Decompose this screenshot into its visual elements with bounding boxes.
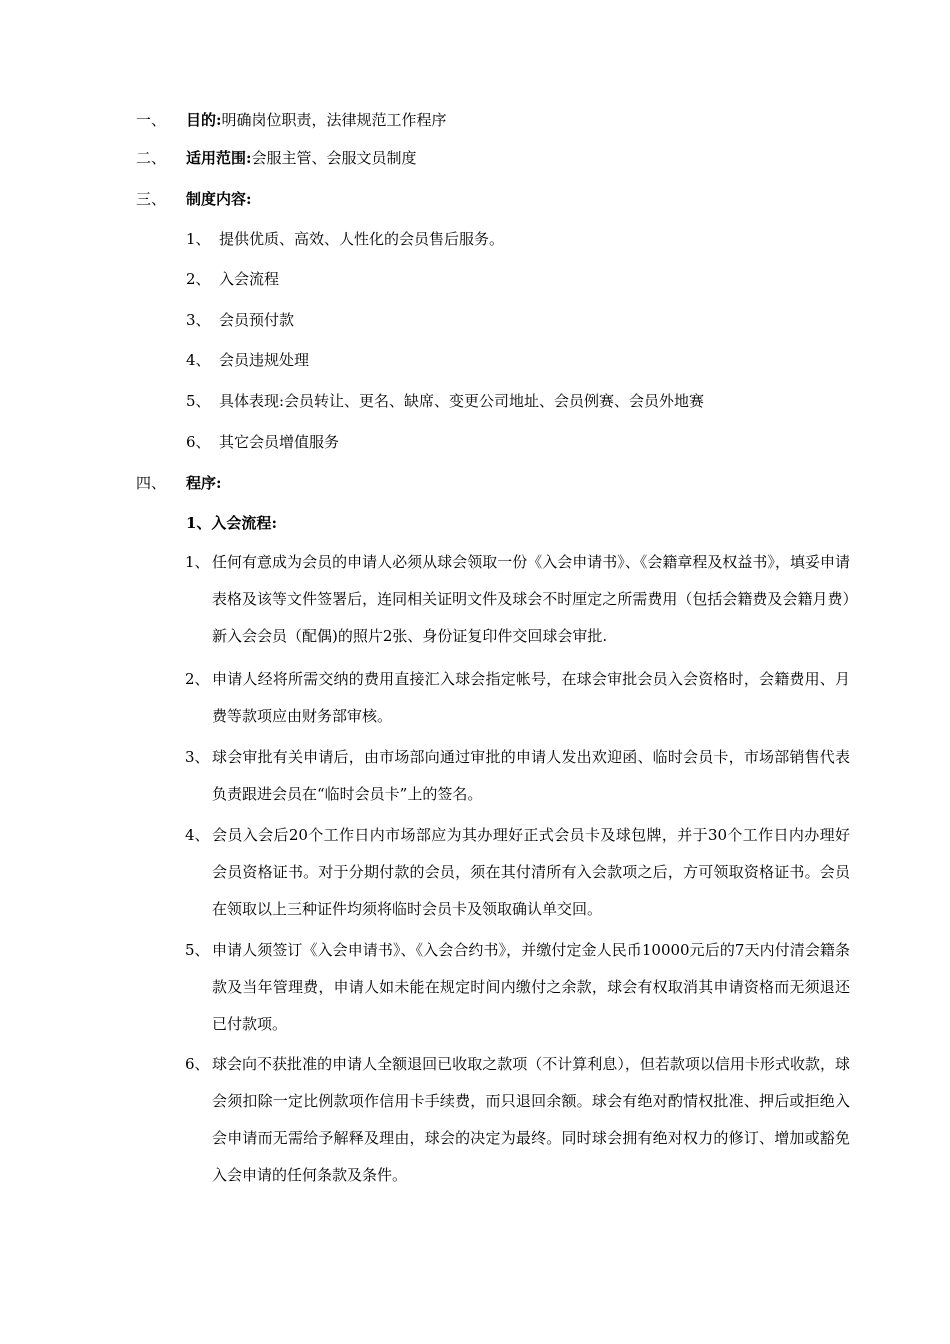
paragraph-number: 6、 — [185, 1055, 210, 1073]
section-label: 制度内容: — [186, 190, 252, 208]
section-text: 明确岗位职责，法律规范工作程序 — [221, 111, 447, 129]
list-item-number: 2、 — [186, 270, 211, 288]
section-line — [186, 148, 417, 168]
paragraph: 申请人经将所需交纳的费用直接汇入球会指定帐号，在球会审批会员入会资格时，会籍费用、月费等款项应由财务部审核。 — [212, 670, 850, 725]
list-item: 其它会员增值服务 — [219, 433, 340, 451]
list-item-number: 6、 — [186, 433, 211, 451]
section-marker: 二、 — [136, 149, 167, 167]
list-item-number: 3、 — [186, 311, 211, 329]
section-label: 程序: — [186, 474, 222, 492]
list-item: 具体表现:会员转让、更名、缺席、变更公司地址、会员例赛、会员外地赛 — [219, 392, 705, 410]
list-item: 会员预付款 — [219, 311, 295, 329]
section-marker: 一、 — [136, 111, 167, 129]
list-item-number: 1、 — [186, 230, 211, 248]
paragraph-number: 4、 — [185, 826, 210, 844]
paragraph: 任何有意成为会员的申请人必须从球会领取一份《入会申请书》、《会籍章程及权益书》，填妥申请表格及该等文件签署后，连同相关证明文件及球会不时厘定之所需费用（包括会籍费及会籍月费）新入会会员（配偶)的照片2张、身份证复印件交回球会审批. — [212, 553, 850, 645]
paragraph: 会员入会后20个工作日内市场部应为其办理好正式会员卡及球包牌，并于30个工作日内办理好会员资格证书。对于分期付款的会员，须在其付清所有入会款项之后，方可领取资格证书。会员在领取以上三种证件均须将临时会员卡及领取确认单交回。 — [212, 826, 850, 918]
section-marker: 三、 — [136, 190, 167, 208]
list-item: 入会流程 — [219, 270, 280, 288]
list-item: 会员违规处理 — [219, 351, 310, 369]
section-line — [186, 110, 447, 130]
paragraph-number: 5、 — [185, 941, 210, 959]
list-item: 提供优质、高效、人性化的会员售后服务。 — [219, 230, 505, 248]
paragraph-number: 2、 — [185, 670, 210, 688]
paragraph: 球会审批有关申请后，由市场部向通过审批的申请人发出欢迎函、临时会员卡，市场部销售代表负责跟进会员在“临时会员卡”上的签名。 — [212, 748, 850, 803]
section-line — [186, 473, 222, 493]
paragraph-number: 3、 — [185, 748, 210, 766]
list-item-number: 5、 — [186, 392, 211, 410]
procedure-heading: 1、入会流程: — [186, 514, 277, 532]
paragraph: 球会向不获批准的申请人全额退回已收取之款项（不计算利息），但若款项以信用卡形式收款，球会须扣除一定比例款项作信用卡手续费，而只退回余额。球会有绝对酌情权批准、押后或拒绝入会申请而无需给予解释及理由，球会的决定为最终。同时球会拥有绝对权力的修订、增加或豁免入会申请的任何条款及条件。 — [212, 1055, 850, 1184]
paragraph: 申请人须签订《入会申请书》、《入会合约书》，并缴付定金人民币10000元后的7天内付清会籍条款及当年管理费，申请人如未能在规定时间内缴付之余款，球会有权取消其申请资格而无须退还已付款项。 — [212, 941, 850, 1033]
section-line — [186, 189, 252, 209]
paragraph-number: 1、 — [185, 553, 210, 571]
section-text: 会服主管、会服文员制度 — [251, 149, 417, 167]
section-label: 目的: — [186, 111, 222, 129]
list-item-number: 4、 — [186, 351, 211, 369]
section-marker: 四、 — [136, 474, 167, 492]
section-label: 适用范围: — [186, 149, 252, 167]
